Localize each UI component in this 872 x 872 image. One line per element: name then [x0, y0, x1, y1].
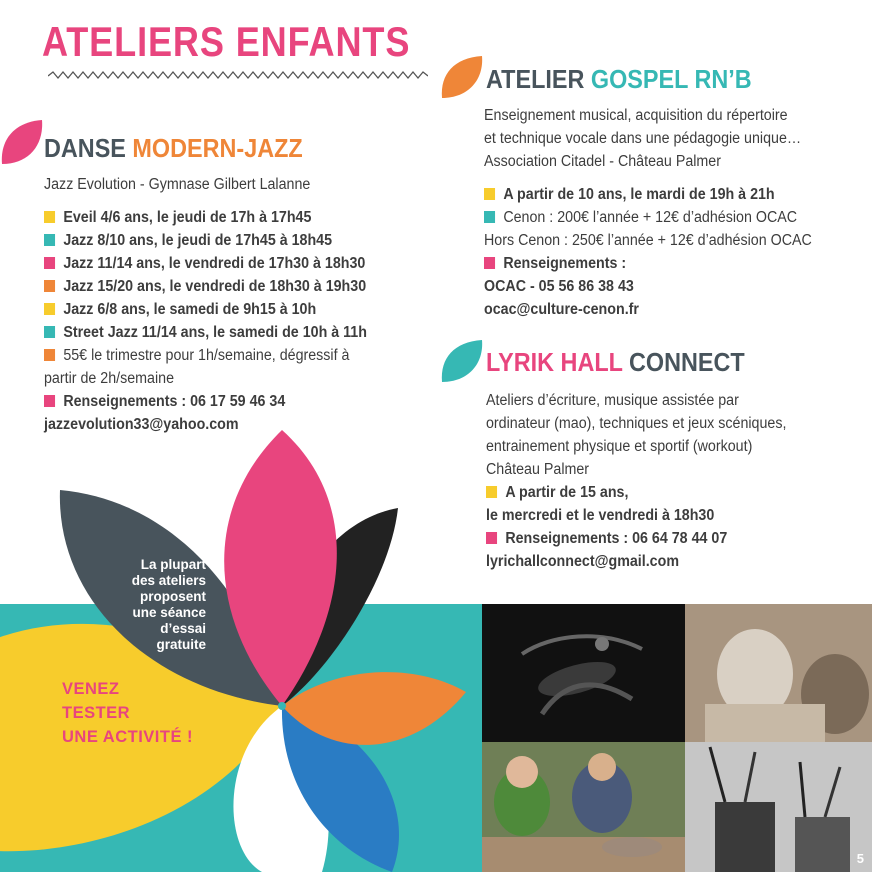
lyrik-desc: ordinateur (mao), techniques et jeux scéniques,	[486, 415, 787, 432]
pink-bullet-icon	[44, 395, 55, 407]
lyrik-email[interactable]: lyrichallconnect@gmail.com	[486, 553, 680, 570]
pottery-photo	[482, 742, 685, 872]
danse-title-part1: DANSE	[44, 133, 133, 163]
gospel-desc: et technique vocale dans une pédagogie unique…	[484, 130, 802, 147]
pink-bullet-icon	[44, 257, 55, 269]
lyrik-desc: Ateliers d’écriture, musique assistée par	[486, 392, 739, 409]
gospel-email[interactable]: ocac@culture-cenon.fr	[484, 301, 639, 318]
pink-leaf-icon	[0, 120, 44, 166]
danse-item: Jazz 11/14 ans, le vendredi de 17h30 à 18h30	[44, 252, 365, 275]
gospel-price: Cenon : 200€ l’année + 12€ d’adhésion OCAC	[484, 206, 797, 229]
lyrik-venue: Château Palmer	[486, 461, 590, 478]
brushes-photo	[685, 742, 872, 872]
gospel-price: Hors Cenon : 250€ l’année + 12€ d’adhésion OCAC	[484, 232, 812, 249]
danse-item: Jazz 15/20 ans, le vendredi de 18h30 à 19h30	[44, 275, 366, 298]
orange-bullet-icon	[44, 280, 55, 292]
lyrik-age: A partir de 15 ans,	[486, 481, 628, 504]
gospel-section-title	[486, 64, 752, 95]
teal-leaf-icon	[440, 340, 484, 384]
gospel-phone: OCAC - 05 56 86 38 43	[484, 278, 634, 295]
lyrik-section-title	[486, 347, 745, 378]
yellow-bullet-icon	[484, 188, 495, 200]
workshop-photo	[685, 604, 872, 742]
page-number: 5	[856, 851, 864, 866]
lyrik-title-part2: CONNECT	[629, 347, 745, 377]
danse-section-title	[44, 133, 303, 164]
pink-bullet-icon	[484, 257, 495, 269]
danse-venue: Jazz Evolution - Gymnase Gilbert Lalanne	[44, 176, 311, 193]
cta-text: VENEZ TESTER UNE ACTIVITÉ !	[62, 680, 194, 746]
yellow-bullet-icon	[486, 486, 497, 498]
zigzag-divider	[48, 70, 428, 82]
teal-bullet-icon	[484, 211, 495, 223]
gospel-title-part1: ATELIER	[486, 64, 591, 94]
danse-item: Jazz 6/8 ans, le samedi de 9h15 à 10h	[44, 298, 316, 321]
gospel-info: Renseignements :	[484, 252, 626, 275]
danse-item: Jazz 8/10 ans, le jeudi de 17h45 à 18h45	[44, 229, 332, 252]
danse-price-cont: partir de 2h/semaine	[44, 370, 175, 387]
lyrik-desc: entrainement physique et sportif (workout)	[486, 438, 753, 455]
danse-info: Renseignements : 06 17 59 46 34	[44, 390, 285, 413]
dance-photo	[482, 604, 685, 742]
teal-bullet-icon	[44, 326, 55, 338]
danse-title-part2: MODERN-JAZZ	[132, 133, 303, 163]
yellow-bullet-icon	[44, 211, 55, 223]
lyrik-info: Renseignements : 06 64 78 44 07	[486, 527, 727, 550]
danse-email[interactable]: jazzevolution33@yahoo.com	[44, 416, 239, 433]
yellow-bullet-icon	[44, 303, 55, 315]
gospel-age: A partir de 10 ans, le mardi de 19h à 21h	[484, 183, 775, 206]
petal-text: La plupart des ateliers proposent une séance d’essai gratuite	[131, 557, 206, 652]
danse-price: 55€ le trimestre pour 1h/semaine, dégressif à	[44, 344, 349, 367]
teal-bullet-icon	[44, 234, 55, 246]
page-title: ATELIERS ENFANTS	[42, 18, 411, 65]
danse-item: Eveil 4/6 ans, le jeudi de 17h à 17h45	[44, 206, 311, 229]
gospel-title-part2: GOSPEL RN’B	[590, 64, 752, 94]
gospel-desc: Enseignement musical, acquisition du répertoire	[484, 107, 788, 124]
flower-illustration	[0, 430, 482, 872]
gospel-venue: Association Citadel - Château Palmer	[484, 153, 722, 170]
lyrik-title-part1: LYRIK HALL	[486, 347, 630, 377]
lyrik-schedule: le mercredi et le vendredi à 18h30	[486, 507, 715, 524]
pink-bullet-icon	[486, 532, 497, 544]
orange-bullet-icon	[44, 349, 55, 361]
danse-item: Street Jazz 11/14 ans, le samedi de 10h à 11h	[44, 321, 367, 344]
orange-leaf-icon	[440, 56, 484, 100]
